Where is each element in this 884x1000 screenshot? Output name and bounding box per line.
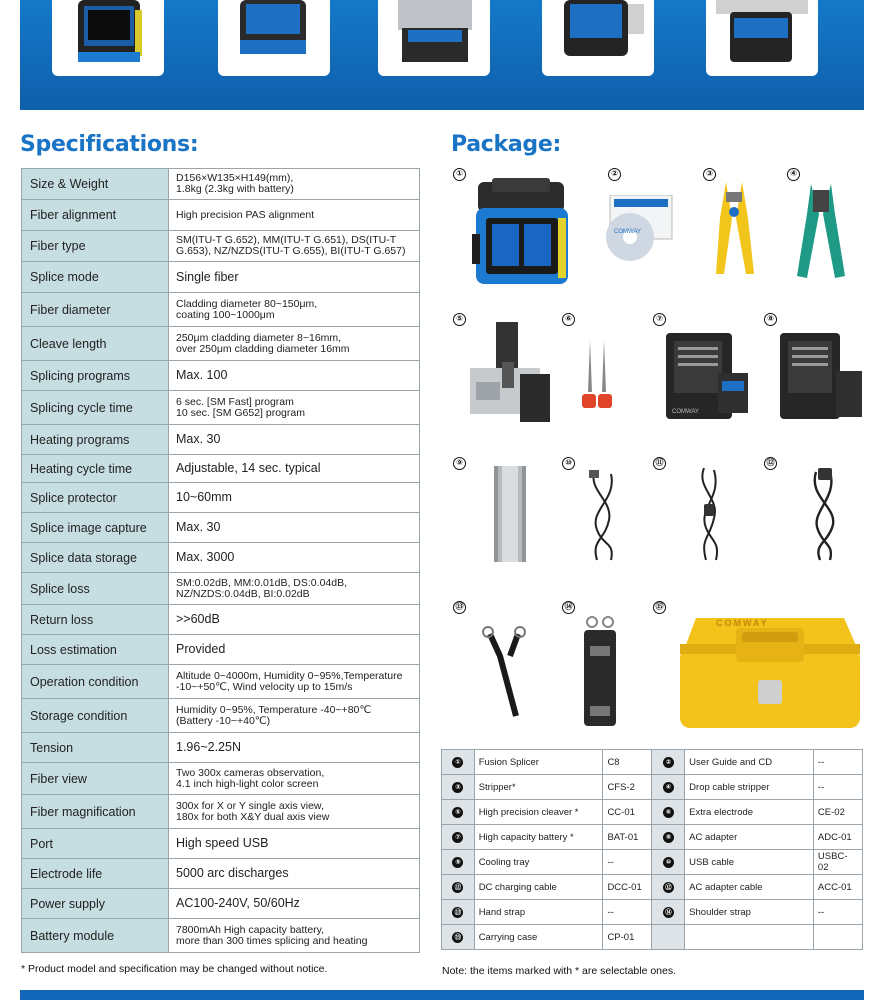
spec-label: Splice mode <box>22 262 169 293</box>
spec-row <box>22 665 420 699</box>
spec-value: >>60dB <box>169 605 420 635</box>
package-item-code: BAT-01 <box>603 825 652 850</box>
package-item-badge: ⑮ <box>452 932 463 943</box>
package-item-badge: ⑩ <box>663 857 674 868</box>
spec-label: Storage condition <box>22 699 169 733</box>
package-item-name: Extra electrode <box>685 800 814 825</box>
spec-row <box>22 889 420 919</box>
package-item-code: CP-01 <box>603 925 652 950</box>
package-item-badge: ⑫ <box>663 882 674 893</box>
spec-label: Splice loss <box>22 573 169 605</box>
spec-row <box>22 200 420 231</box>
spec-row <box>22 605 420 635</box>
spec-row <box>22 262 420 293</box>
spec-row <box>22 635 420 665</box>
package-item-code: -- <box>813 750 862 775</box>
package-item-name: USB cable <box>685 850 814 875</box>
spec-label: Fiber alignment <box>22 200 169 231</box>
spec-row <box>22 763 420 795</box>
spec-row <box>22 169 420 200</box>
spec-value: 10~60mm <box>169 483 420 513</box>
package-item-name: High capacity battery * <box>474 825 603 850</box>
package-item-number <box>652 925 685 950</box>
spec-value: SM:0.02dB, MM:0.01dB, DS:0.04dB, NZ/NZDS:0.04dB, BI:0.02dB <box>169 573 420 605</box>
spec-label: Splice data storage <box>22 543 169 573</box>
spec-value: 5000 arc discharges <box>169 859 420 889</box>
hand-strap-image <box>480 626 530 718</box>
usb-cable-image <box>583 470 623 562</box>
package-number-13: ⑬ <box>453 601 466 614</box>
drop-cable-stripper-image <box>795 184 847 280</box>
spec-row <box>22 483 420 513</box>
product-photo-3 <box>378 0 490 76</box>
spec-row <box>22 699 420 733</box>
package-number-7: ⑦ <box>653 313 666 326</box>
spec-row <box>22 425 420 455</box>
spec-label: Fiber view <box>22 763 169 795</box>
package-item-code: C8 <box>603 750 652 775</box>
spec-value: AC100-240V, 50/60Hz <box>169 889 420 919</box>
svg-text:COMWAY: COMWAY <box>672 409 699 415</box>
electrode-image <box>580 340 614 414</box>
ac-adapter-cable-image <box>804 468 844 562</box>
cleaver-image <box>466 322 554 428</box>
spec-label: Fiber diameter <box>22 293 169 327</box>
spec-row <box>22 455 420 483</box>
package-item-badge: ⑥ <box>663 807 674 818</box>
spec-label: Battery module <box>22 919 169 953</box>
package-item-number <box>442 825 475 850</box>
package-item-code: ACC-01 <box>813 875 862 900</box>
stripper-image <box>712 182 756 276</box>
product-photo-2 <box>218 0 330 76</box>
dc-charging-cable-image <box>694 468 724 562</box>
spec-row <box>22 573 420 605</box>
package-number-3: ③ <box>703 168 716 181</box>
spec-value: Max. 30 <box>169 513 420 543</box>
package-item-name: Drop cable stripper <box>685 775 814 800</box>
package-item-badge: ② <box>663 757 674 768</box>
specifications-table <box>21 168 420 953</box>
spec-label: Fiber type <box>22 231 169 262</box>
top-banner <box>20 0 864 110</box>
package-number-5: ⑤ <box>453 313 466 326</box>
package-item-name: Stripper* <box>474 775 603 800</box>
spec-value: 250μm cladding diameter 8~16mm, over 250μm cladding diameter 16mm <box>169 327 420 361</box>
spec-label: Return loss <box>22 605 169 635</box>
spec-label: Fiber magnification <box>22 795 169 829</box>
battery-image <box>666 333 750 419</box>
package-item-code: -- <box>603 850 652 875</box>
spec-row <box>22 829 420 859</box>
spec-label: Operation condition <box>22 665 169 699</box>
fusion-splicer-image <box>472 178 572 290</box>
spec-value: D156×W135×H149(mm), 1.8kg (2.3kg with battery) <box>169 169 420 200</box>
package-item-badge: ⑪ <box>452 882 463 893</box>
package-item-badge: ⑤ <box>452 807 463 818</box>
spec-value: Max. 3000 <box>169 543 420 573</box>
package-row <box>442 850 863 875</box>
spec-label: Electrode life <box>22 859 169 889</box>
package-item-name: Fusion Splicer <box>474 750 603 775</box>
package-item-number <box>652 875 685 900</box>
product-photo-1 <box>52 0 164 76</box>
package-item-code: USBC-02 <box>813 850 862 875</box>
spec-value: 300x for X or Y single axis view, 180x for both X&Y dual axis view <box>169 795 420 829</box>
package-item-name: DC charging cable <box>474 875 603 900</box>
bottom-banner <box>20 990 864 1000</box>
spec-label: Port <box>22 829 169 859</box>
spec-label: Cleave length <box>22 327 169 361</box>
spec-value: Altitude 0~4000m, Humidity 0~95%,Temperature -10~+50℃, Wind velocity up to 15m/s <box>169 665 420 699</box>
spec-value: SM(ITU-T G.652), MM(ITU-T G.651), DS(ITU-T G.653), NZ/NZDS(ITU-T G.655), BI(ITU-T G.657) <box>169 231 420 262</box>
package-item-number <box>652 825 685 850</box>
cooling-tray-image <box>492 466 528 562</box>
package-number-8: ⑧ <box>764 313 777 326</box>
spec-row <box>22 795 420 829</box>
package-item-code: -- <box>813 900 862 925</box>
package-item-name: Cooling tray <box>474 850 603 875</box>
package-item-name: High precision cleaver * <box>474 800 603 825</box>
ac-adapter-image <box>780 333 864 419</box>
cd-brand-text: COMWAY <box>614 229 641 235</box>
package-item-name: Hand strap <box>474 900 603 925</box>
spec-value: 6 sec. [SM Fast] program 10 sec. [SM G652] program <box>169 391 420 425</box>
carrying-case-image <box>678 614 862 730</box>
package-item-number <box>442 875 475 900</box>
package-number-15: ⑮ <box>653 601 666 614</box>
package-number-1: ① <box>453 168 466 181</box>
package-row <box>442 875 863 900</box>
package-item-badge: ⑨ <box>452 857 463 868</box>
package-item-number <box>442 900 475 925</box>
spec-value: 1.96~2.25N <box>169 733 420 763</box>
package-item-number <box>652 850 685 875</box>
package-number-4: ④ <box>787 168 800 181</box>
spec-label: Splice protector <box>22 483 169 513</box>
package-list-table <box>441 749 863 950</box>
product-photo-4 <box>542 0 654 76</box>
spec-row <box>22 327 420 361</box>
package-item-number <box>442 800 475 825</box>
shoulder-strap-image <box>580 616 620 726</box>
package-item-number <box>442 775 475 800</box>
package-item-name <box>685 925 814 950</box>
package-item-badge: ④ <box>663 782 674 793</box>
package-number-14: ⑭ <box>562 601 575 614</box>
package-number-9: ⑨ <box>453 457 466 470</box>
user-guide-cd-image <box>600 195 674 263</box>
package-number-2: ② <box>608 168 621 181</box>
spec-value: Max. 100 <box>169 361 420 391</box>
spec-label: Heating cycle time <box>22 455 169 483</box>
package-footnote: Note: the items marked with * are selectable ones. <box>442 965 677 977</box>
spec-value: Adjustable, 14 sec. typical <box>169 455 420 483</box>
package-item-code: CFS-2 <box>603 775 652 800</box>
package-number-10: ⑩ <box>562 457 575 470</box>
package-row <box>442 800 863 825</box>
spec-label: Loss estimation <box>22 635 169 665</box>
package-item-code: ADC-01 <box>813 825 862 850</box>
spec-row <box>22 391 420 425</box>
package-item-badge: ⑬ <box>452 907 463 918</box>
package-heading: Package: <box>451 132 561 157</box>
product-photo-5 <box>706 0 818 76</box>
package-row <box>442 825 863 850</box>
spec-value: Single fiber <box>169 262 420 293</box>
package-item-number <box>442 850 475 875</box>
spec-label: Size & Weight <box>22 169 169 200</box>
spec-value: Max. 30 <box>169 425 420 455</box>
spec-label: Tension <box>22 733 169 763</box>
package-item-code: CE-02 <box>813 800 862 825</box>
package-item-name: Shoulder strap <box>685 900 814 925</box>
package-number-6: ⑥ <box>562 313 575 326</box>
package-row <box>442 775 863 800</box>
package-item-badge: ③ <box>452 782 463 793</box>
package-item-number <box>442 925 475 950</box>
package-item-code: -- <box>603 900 652 925</box>
spec-label: Splicing programs <box>22 361 169 391</box>
spec-row <box>22 859 420 889</box>
package-number-12: ⑫ <box>764 457 777 470</box>
spec-value: Two 300x cameras observation, 4.1 inch high-light color screen <box>169 763 420 795</box>
package-item-number <box>652 800 685 825</box>
spec-value: High precision PAS alignment <box>169 200 420 231</box>
package-item-code <box>813 925 862 950</box>
spec-row <box>22 733 420 763</box>
package-item-code: -- <box>813 775 862 800</box>
package-number-11: ⑪ <box>653 457 666 470</box>
package-item-number <box>652 775 685 800</box>
spec-footnote: * Product model and specification may be changed without notice. <box>21 963 328 975</box>
spec-value: 7800mAh High capacity battery, more than 300 times splicing and heating <box>169 919 420 953</box>
spec-row <box>22 543 420 573</box>
spec-label: Splicing cycle time <box>22 391 169 425</box>
package-item-badge: ⑦ <box>452 832 463 843</box>
package-item-code: CC-01 <box>603 800 652 825</box>
spec-row <box>22 361 420 391</box>
package-item-code: DCC-01 <box>603 875 652 900</box>
spec-value: Provided <box>169 635 420 665</box>
package-row <box>442 750 863 775</box>
package-item-number <box>652 900 685 925</box>
spec-label: Heating programs <box>22 425 169 455</box>
package-item-number <box>652 750 685 775</box>
package-item-name: User Guide and CD <box>685 750 814 775</box>
package-item-name: AC adapter cable <box>685 875 814 900</box>
spec-value: Humidity 0~95%, Temperature -40~+80℃ (Battery -10~+40℃) <box>169 699 420 733</box>
specifications-heading: Specifications: <box>20 132 199 157</box>
spec-value: Cladding diameter 80~150μm, coating 100~1000μm <box>169 293 420 327</box>
package-row <box>442 900 863 925</box>
spec-row <box>22 513 420 543</box>
package-item-name: AC adapter <box>685 825 814 850</box>
spec-row <box>22 231 420 262</box>
package-item-badge: ① <box>452 757 463 768</box>
case-brand-text: COMWAY <box>716 618 769 628</box>
package-item-badge: ⑭ <box>663 907 674 918</box>
spec-label: Power supply <box>22 889 169 919</box>
spec-value: High speed USB <box>169 829 420 859</box>
spec-row <box>22 919 420 953</box>
package-item-badge: ⑧ <box>663 832 674 843</box>
package-row <box>442 925 863 950</box>
package-item-name: Carrying case <box>474 925 603 950</box>
spec-row <box>22 293 420 327</box>
package-item-number <box>442 750 475 775</box>
spec-label: Splice image capture <box>22 513 169 543</box>
